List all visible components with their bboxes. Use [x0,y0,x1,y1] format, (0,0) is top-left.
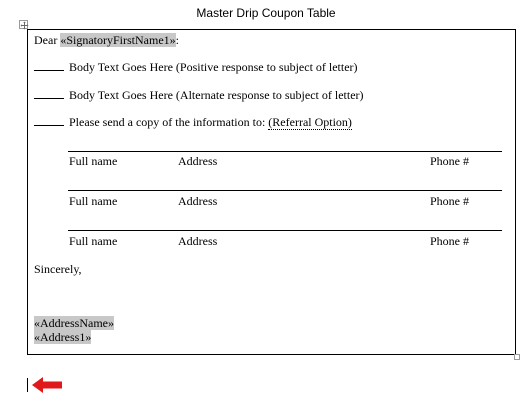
closing-text: Sincerely, [34,262,82,276]
contact-rule-1 [68,151,502,152]
option-blank-1[interactable] [34,60,69,74]
table-resize-handle-icon[interactable] [514,354,520,360]
contact-name-3: Full name [69,234,118,248]
contact-phone-1: Phone # [430,154,469,168]
contact-address-3: Address [178,234,218,248]
salutation-line [34,33,179,47]
referral-option-field[interactable]: (Referral Option) [268,115,352,129]
option-text-positive: Body Text Goes Here (Positive response to subject of letter) [69,60,358,74]
table-move-handle-icon[interactable] [19,20,28,29]
contact-address-2: Address [178,194,218,208]
red-arrow-icon [31,376,63,394]
referral-prefix: Please send a copy of the information to: [69,115,269,129]
signatory-merge-field[interactable]: «SignatoryFirstName1» [60,33,176,47]
text-cursor [27,378,28,392]
contact-phone-3: Phone # [430,234,469,248]
contact-name-2: Full name [69,194,118,208]
address1-line [34,330,91,344]
option-blank-3[interactable] [34,115,69,129]
document-title: Master Drip Coupon Table [196,6,336,20]
address1-merge-field[interactable]: «Address1» [34,330,92,344]
contact-rule-2 [68,190,502,191]
contact-rule-3 [68,230,502,231]
salutation-prefix: Dear [34,33,61,47]
option-text-alternate: Body Text Goes Here (Alternate response to subject of letter) [69,88,364,102]
option-text-referral [69,115,352,129]
contact-name-1: Full name [69,154,118,168]
option-blank-2[interactable] [34,88,69,102]
letter-table [27,29,516,355]
salutation-suffix: : [175,33,179,47]
address-name-merge-field[interactable]: «AddressName» [34,316,114,330]
contact-phone-2: Phone # [430,194,469,208]
contact-address-1: Address [178,154,218,168]
address-name-line [34,316,114,330]
